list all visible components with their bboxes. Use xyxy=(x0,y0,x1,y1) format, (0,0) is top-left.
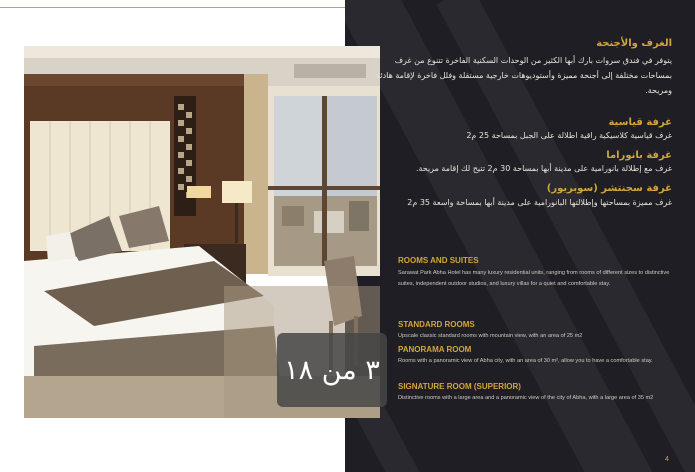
arabic-signature-heading: غرفة سجنتشر (سوبريور) xyxy=(546,183,672,194)
arabic-rooms-heading: الغرف والأجنحة xyxy=(596,38,672,49)
page-number: 4 xyxy=(665,456,669,463)
english-signature-body: Distinctive rooms with a large area and a panoramic view of the city of Abha, with a large area of 35 m2 xyxy=(398,395,654,401)
arabic-standard-body: غرف قياسية كلاسيكية راقية اطلالة على الجبل بمساحة 25 م2 xyxy=(466,131,672,140)
arabic-panorama-heading: غرفة بانوراما xyxy=(606,150,672,161)
english-rooms-heading: ROOMS AND SUITES xyxy=(398,256,479,265)
page-counter-badge: ٣ من ١٨ xyxy=(277,333,387,407)
arabic-rooms-body: يتوفر في فندق سروات بارك أبها الكثير من الوحدات السكنية الفاخرة تتنوع من غرف بمساحات مختلفة إلى أجنحة مميزة وأستوديوهات خارجية مستقلة وفلل فاخرة لإقامة هادئة ومريحة. xyxy=(376,56,672,95)
english-signature-heading: SIGNATURE ROOM (SUPERIOR) xyxy=(398,382,521,391)
english-rooms-body: Sarawat Park Abha Hotel has many luxury residential units, ranging from rooms of different sizes to distinctive suites, independent outdoor studios, and luxury villas for a quiet and comfortable stay. xyxy=(398,270,670,287)
arabic-panorama-body: غرف مع إطلالة بانورامية على مدينة أبها بمساحة 30 م2 تتيح لك إقامة مريحة. xyxy=(415,164,672,173)
arabic-standard-heading: غرفة قياسية xyxy=(608,117,672,128)
arabic-signature-body: غرف مميزة بمساحتها وإطلالتها البانورامية على مدينة أبها بمساحة واسعة 35 م2 xyxy=(407,198,672,207)
top-divider-line xyxy=(0,7,345,8)
english-panorama-body: Rooms with a panoramic view of Abha city, with an area of 30 m², allow you to have a comfortable stay. xyxy=(398,358,653,364)
english-standard-heading: STANDARD ROOMS xyxy=(398,320,475,329)
english-panorama-heading: PANORAMA ROOM xyxy=(398,345,472,354)
english-standard-body: Upscale classic standard rooms with mountain view, with an area of 25 m2 xyxy=(398,333,583,339)
